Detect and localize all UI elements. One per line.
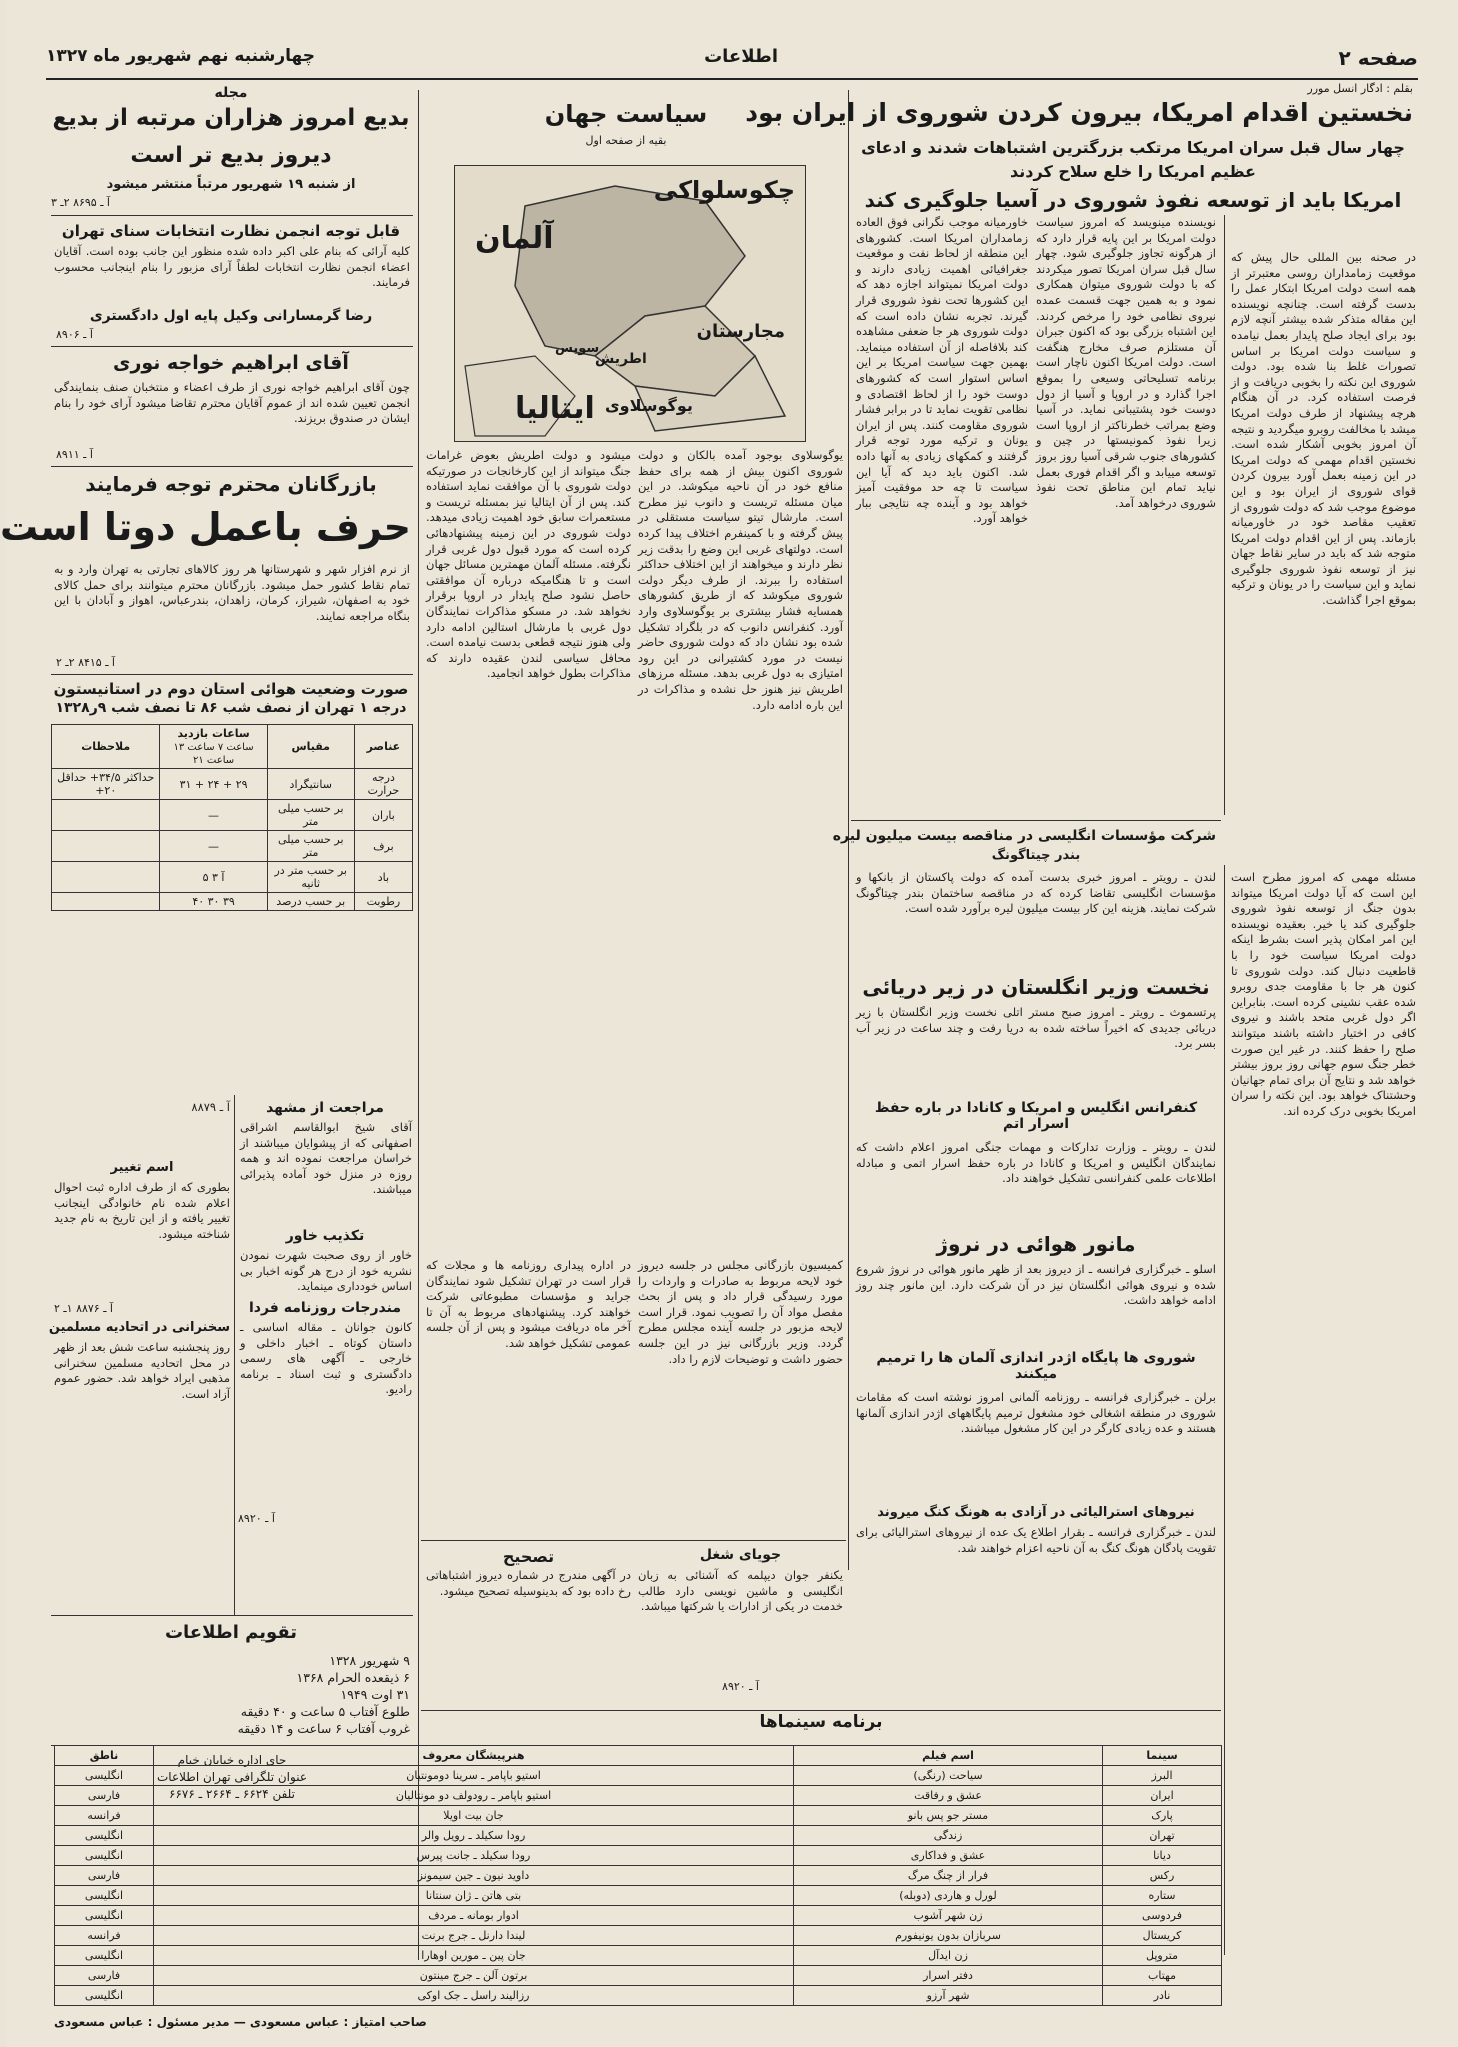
cinema-row xyxy=(55,1966,1222,1986)
column-rule xyxy=(1224,865,1225,1955)
weather-row: رطوبت بر حسب درصد ۳۹ ۳۰ ۴۰ xyxy=(52,893,413,911)
news-title: نیروهای استرالیائی در آزادی به هونگ کنگ میروند xyxy=(877,1505,1195,1520)
cinema-cell: سیاحت (رنگی) xyxy=(794,1766,1103,1786)
cinema-cell: انگلیسی xyxy=(55,1906,154,1926)
cinema-cell: بتی هاتن ـ ژان سنتانا xyxy=(154,1886,794,1906)
magazine-label: مجله xyxy=(214,85,248,101)
article-kicker: بقلم : ادگار انسل مورر xyxy=(1307,82,1413,95)
cinema-cell: داوید نیون ـ جین سیمونز xyxy=(154,1866,794,1886)
divider xyxy=(51,1615,413,1616)
ad-code: آ ـ ۸۹۰۶ xyxy=(56,328,93,341)
publisher-signature: صاحب امتیاز : عباس مسعودی — مدیر مسئول : عباس مسعودی xyxy=(54,2015,427,2029)
cinema-cell: شهر آرزو xyxy=(794,1986,1103,2006)
cinema-cell: دفتر اسرار xyxy=(794,1966,1103,1986)
cinema-header: ناطق xyxy=(55,1746,154,1766)
world-column: میشود و دولت اطریش بعوض غرامات جنگ میتواند از این کارخانجات در صورتیکه دولت شوروی با آن موافقت نماید استفاده کند. پس از آن ایتالیا نیز بمسئله تریست و مستعمرات سابق خود اهمیت زیادی میدهد. دولت شوروی در این زمینه پیشنهادهائی کرده است که مورد قبول دول غربی قرار نگرفته. مسئله آلمان مهمترین مسائل جهان است و تا هنگامیکه درباره آن موافقتی حاصل نشود صلح پایدار در اروپا برقرار نخواهد شد. در مسکو مذاکرات نمایندگان دول غربی با مارشال استالین ادامه دارد ولی هنوز نتیجه قطعی بدست نیامده است. محافل سیاسی لندن عقیده دارند که مذاکرات بطول خواهد انجامید. xyxy=(426,448,631,681)
news-body: پرتسموث ـ رویتر ـ امروز صبح مستر اتلی نخست وزیر انگلستان با زیر دریائی جدیدی که اخیراً ساخته شده به دریا رفت و چند ساعت در زیر آب بسر برد. xyxy=(856,1005,1216,1051)
cinema-cell: زندگی xyxy=(794,1826,1103,1846)
cinema-row xyxy=(55,1986,1222,2006)
article-column: مسئله مهمی که امروز مطرح است این است که آیا دولت امریکا میتواند بدون جنگ از توسعه نفوذ شوروی جلوگیری کند یا خیر. بعقیده نویسنده این امر امکان پذیر است بشرط اینکه دولت امریکا سیاست خود را با قاطعیت دنبال کند. دولت شوروی تا کنون هر جا با مقاومت جدی روبرو شده عقب نشینی کرده است. بنابراین اگر دول غربی متحد باشند و نیروی کافی در اختیار داشته باشند میتوانند صلح را حفظ کنند. در غیر این صورت خطر جنگ سوم جهانی روز بروز بیشتر خواهد شد و نتایج آن برای تمام جهانیان وحشتناک خواهد بود. این نکته را سران امریکا بخوبی درک کرده اند. xyxy=(1231,870,1416,1118)
cinema-cell: عشق و رفاقت xyxy=(794,1786,1103,1806)
small-ad-body: آقای شیخ ابوالقاسم اشراقی اصفهانی که از پیشوایان میباشند از خراسان مراجعت نموده اند و همه روزه در منزل خود آماده پذیرائی میباشند. xyxy=(240,1120,412,1197)
cinema-cell: انگلیسی xyxy=(55,1846,154,1866)
small-ad-title: مندرجات روزنامه فردا xyxy=(248,1300,402,1316)
cinema-cell: رزالیند راسل ـ جک اوکی xyxy=(154,1986,794,2006)
news-title: شرکت مؤسسات انگلیسی در مناقصه بیست میلیون لیره xyxy=(832,828,1216,844)
ad-code: آ ـ ۸۸۷۶ ۱ـ ۲ xyxy=(54,1302,113,1315)
world-column: یوگوسلاوی بوجود آمده بالکان و دولت شوروی اکنون بیش از همه برای حفظ منافع خود در آن ناحیه میکوشد. در این میان مسئله تریست و دانوب نیز مطرح است. مارشال تیتو سیاست مستقلی در پیش گرفته و با کمینفرم اختلاف پیدا کرده است. دولتهای غربی این وضع را بدقت زیر نظر دارند و میخواهند از این اختلاف حداکثر استفاده را ببرند. از طرف دیگر دولت شوروی میکوشد که از طریق کشورهای همسایه فشار بیشتری بر یوگوسلاوی وارد آورد. کنفرانس دانوب که در بلگراد تشکیل شده بود نشان داد که دولت شوروی حاضر نیست در مورد کشتیرانی در این رود امتیازی به دول غربی بدهد. مسئله مرزهای اطریش نیز هنوز حل نشده و مذاکرات در این باره ادامه دارد. xyxy=(638,448,843,712)
weather-subtitle: درجه ۱ تهران از نصف شب ۸۶ تا نصف شب ۹ر۱۳۲۸ xyxy=(55,700,407,716)
cinema-row xyxy=(55,1846,1222,1866)
weather-header: ساعات بازدید ساعت ۷ ساعت ۱۳ ساعت ۲۱ xyxy=(160,725,267,769)
ad-body: از نرم افزار شهر و شهرستانها هر روز کالاهای تجارتی به تهران وارد و به تمام نقاط کشور حمل میشود. بازرگانان محترم میتوانند برای حمل کالای خود به اصفهان، شیراز، کرمان، زاهدان، بندرعباس، اهواز و آبادان با این بنگاه مراجعه نمایند. xyxy=(54,562,410,623)
calendar-title: تقویم اطلاعات xyxy=(164,1622,298,1643)
cinema-cell: زن شهر آشوب xyxy=(794,1906,1103,1926)
cinema-row xyxy=(55,1766,1222,1786)
cinema-cell: ایران xyxy=(1103,1786,1222,1806)
divider xyxy=(851,820,1221,821)
cinema-cell: جان پین ـ مورین اوهارا xyxy=(154,1946,794,1966)
weather-header: مقیاس xyxy=(267,725,354,769)
column-rule xyxy=(418,90,419,1960)
cinema-cell: ستاره xyxy=(1103,1886,1222,1906)
cinema-cell: مستر جو پس بانو xyxy=(794,1806,1103,1826)
main-subhead: امریکا باید از توسعه نفوذ شوروی در آسیا جلوگیری کند xyxy=(864,188,1402,212)
cinema-cell: استیو باپامر ـ رودولف دو مونتالیان xyxy=(154,1786,794,1806)
divider xyxy=(51,346,413,347)
cinema-row xyxy=(55,1886,1222,1906)
cinema-cell: البرز xyxy=(1103,1766,1222,1786)
section-caption: بقیه از صفحه اول xyxy=(585,134,667,147)
small-ad-title: مراجعت از مشهد xyxy=(266,1100,384,1116)
divider xyxy=(421,1540,846,1541)
cinema-row xyxy=(55,1826,1222,1846)
cinema-cell: فرانسه xyxy=(55,1926,154,1946)
small-ad-title: اسم تغییر xyxy=(110,1160,174,1175)
cinema-cell: تهران xyxy=(1103,1826,1222,1846)
ad-body: یکنفر جوان دیپلمه که آشنائی به زبان انگلیسی و ماشین نویسی دارد طالب خدمت در یکی از ادارات یا شرکتها میباشد. xyxy=(638,1568,843,1614)
weather-row: باران بر حسب میلی متر — xyxy=(52,800,413,831)
cinema-cell: نادر xyxy=(1103,1986,1222,2006)
news-title: مانور هوائی در نروژ xyxy=(936,1232,1136,1256)
cinema-cell: مهتاب xyxy=(1103,1966,1222,1986)
cinema-cell: فارسی xyxy=(55,1866,154,1886)
weather-row: درجه حرارت سانتیگراد ۲۹ + ۲۴ + ۳۱ حداکثر ۳۴/۵+ حداقل ۲۰+ xyxy=(52,769,413,800)
news-title: کنفرانس انگلیس و امریکا و کانادا در باره حفظ اسرار اتم xyxy=(874,1100,1198,1132)
cinema-cell: لیندا دارنل ـ جرج برنت xyxy=(154,1926,794,1946)
cinema-cell: فردوسی xyxy=(1103,1906,1222,1926)
cinema-cell: فرانسه xyxy=(55,1806,154,1826)
cinema-cell: رودا سکیلد ـ رویل والر xyxy=(154,1826,794,1846)
cinema-cell: لورل و هاردی (دوبله) xyxy=(794,1886,1103,1906)
cinema-cell: کریستال xyxy=(1103,1926,1222,1946)
weather-row: برف بر حسب میلی متر — xyxy=(52,831,413,862)
map-figure xyxy=(454,165,806,442)
cinema-table xyxy=(54,1745,1222,2006)
cinema-cell: زن ایدآل xyxy=(794,1946,1103,1966)
page-header xyxy=(46,38,1418,80)
column-rule xyxy=(1224,215,1225,815)
cinema-header: اسم فیلم xyxy=(794,1746,1103,1766)
map-label: یوگوسلاوی xyxy=(605,396,693,415)
cinema-row xyxy=(55,1786,1222,1806)
small-ad-title: سخنرانی در اتحادیه مسلمین xyxy=(48,1320,230,1335)
news-body: لندن ـ خبرگزاری فرانسه ـ بقرار اطلاع یک عده از نیروهای استرالیائی برای تقویت پادگان هونگ کنگ به آن ناحیه اعزام خواهند شد. xyxy=(856,1525,1216,1555)
ad-body: در آگهی مندرج در شماره دیروز اشتباهاتی رخ داده بود که بدینوسیله تصحیح میشود. xyxy=(426,1568,631,1598)
small-ad-body: روز پنجشنبه ساعت شش بعد از ظهر در محل اتحادیه مسلمین سخنرانی مذهبی ایراد خواهد شد. حضور عموم آزاد است. xyxy=(54,1340,230,1401)
ad-code: آ ـ ۸۹۲۰ xyxy=(722,1680,759,1693)
ad-title: تصحیح xyxy=(502,1547,555,1566)
ad-body: چون آقای ابراهیم خواجه نوری از طرف اعضاء و منتخبان صنف بنمایندگی انجمن تعیین شده اند از عموم آقایان محترم تقاضا میشود آرای خود را بنام ایشان در صندوق بریزند. xyxy=(54,380,410,426)
weather-row: باد بر حسب متر در ثانیه آ ۳ ۵ xyxy=(52,862,413,893)
cinema-cell: انگلیسی xyxy=(55,1766,154,1786)
cinema-cell: انگلیسی xyxy=(55,1886,154,1906)
ad-code: آ ـ ۸۹۲۰ xyxy=(238,1512,275,1525)
cinema-header: هنرپیشگان معروف xyxy=(154,1746,794,1766)
map-label: آلمان xyxy=(475,221,554,256)
cinema-row xyxy=(55,1946,1222,1966)
ad-title: جویای شغل xyxy=(699,1547,782,1563)
cinema-cell: پارک xyxy=(1103,1806,1222,1826)
cinema-header: سینما xyxy=(1103,1746,1222,1766)
cinema-title: برنامه سینماها xyxy=(759,1712,883,1732)
center-column-bottom: کمیسیون بازرگانی مجلس در جلسه دیروز خود لایحه مربوط به صادرات و واردات را مورد رسیدگی قرار داد و پس از بحث مفصل مواد آن را تصویب نمود. قرار است لایحه مزبور در جلسه آینده مجلس مطرح گردد. وزیر بازرگانی نیز در این جلسه حضور داشت و توضیحات لازم را داد. xyxy=(638,1258,843,1366)
section-title: سیاست جهان xyxy=(544,100,708,128)
news-body: اسلو ـ خبرگزاری فرانسه ـ از دیروز بعد از ظهر مانور هوائی در نروژ شروع شده و نیروی هوائی انگلستان نیز در آن شرکت دارد. این مانور چند روز ادامه خواهد داشت. xyxy=(856,1262,1216,1308)
cinema-cell: ادوار بومانه ـ مردف xyxy=(154,1906,794,1926)
ad-code: آ ـ ۸۶۹۵ ۲ـ ۳ xyxy=(51,196,110,209)
divider xyxy=(51,466,413,467)
cinema-cell: انگلیسی xyxy=(55,1946,154,1966)
news-subtitle: بندر چیتاگونگ xyxy=(991,848,1081,863)
map-label: چکوسلواکی xyxy=(653,176,795,204)
cinema-cell: عشق و فداکاری xyxy=(794,1846,1103,1866)
map-label: اطریش xyxy=(595,351,647,367)
article-column: در صحنه بین المللی حال پیش که موقعیت زمامداران روسی معتبرتر از همه است دولت امریکا ابتکار عمل را بدست گرفته است. چنانچه نویسنده این مقاله متذکر شده بیشتر آنچه لازم بود برای ایجاد صلح پایدار بعمل نیامده و سیاست دولت امریکا بر اساس تصورات غلط بنا شده بود. دولت شوروی این نکته را بخوبی دریافت و از فرصت استفاده کرد. در آن هنگام هرچه پیشنهاد از طرف دولت امریکا میشد با مخالفت روبرو میگردید و نتیجه آن امروز بخوبی آشکار شده است. نخستین اقدام مهمی که دولت امریکا در این زمینه بعمل آورد بیرون کردن قوای شوروی از ایران بود و این موضوع موجب شد که دولت شوروی از تعقیب مقاصد خود در خاورمیانه بازماند. پس از این اقدام دولت امریکا متوجه شد که باید در سایر نقاط جهان نیز از توسعه نفوذ شوروی جلوگیری نماید و این سیاست را در یونان و ترکیه بموقع اجرا گذاشت. xyxy=(1231,250,1416,608)
small-ad-title: تکذیب خاور xyxy=(285,1228,365,1244)
cinema-cell: برتون آلن ـ جرج مینتون xyxy=(154,1966,794,1986)
weather-table xyxy=(51,724,413,911)
ad-subheadline: دیروز بدیع تر است xyxy=(130,143,332,168)
cinema-row xyxy=(55,1906,1222,1926)
column-rule xyxy=(234,1095,235,1615)
notice-title: قابل توجه انجمن نظارت انتخابات سنای تهران xyxy=(61,222,401,240)
cinema-cell: متروپل xyxy=(1103,1946,1222,1966)
article-column: نویسنده مینویسد که امروز سیاست دولت امریکا بر این پایه قرار دارد که از هرگونه تجاوز جلوگیری شود. چهار سال قبل سران امریکا تصور میکردند که با دولت شوروی میتوان همکاری نمود و به همین جهت قسمت عمده نیروی نظامی خود را مرخص کردند. این اشتباه بزرگی بود که اکنون جبران آن مستلزم صرف مخارج هنگفت است. دولت امریکا اکنون ناچار است برنامه تسلیحاتی وسیعی را بموقع اجرا گذارد و در اروپا و آسیا از دول دوست خود پشتیبانی نماید. در آسیا وضع بمراتب خطرناکتر از اروپا است زیرا نفوذ کمونیستها در چین و کشورهای جنوب شرقی آسیا روز بروز توسعه مییابد و اگر اقدام فوری بعمل نیاید تمام این مناطق تحت نفوذ شوروی درخواهد آمد. xyxy=(1036,215,1216,510)
ad-headline: بدیع امروز هزاران مرتبه از بدیع xyxy=(52,105,410,131)
ad-code: آ ـ ۸۹۱۱ xyxy=(56,448,93,461)
news-body: لندن ـ رویتر ـ وزارت تدارکات و مهمات جنگی امروز اعلام داشت که نمایندگان انگلیس و امریکا و کانادا در باره حفظ اسرار اتمی و مبادله اطلاعات علمی کنفرانسی تشکیل خواهند داد. xyxy=(856,1140,1216,1186)
cinema-cell: فرار از چنگ مرگ xyxy=(794,1866,1103,1886)
paper-name: اطلاعات xyxy=(704,46,778,67)
page-number: صفحه ۲ xyxy=(1338,46,1418,70)
divider xyxy=(421,1710,1221,1711)
main-subtitle: عظیم امریکا را خلع سلاح کردند xyxy=(1010,162,1256,181)
divider xyxy=(51,215,413,216)
news-title: نخست وزیر انگلستان در زیر دریائی xyxy=(862,975,1210,999)
cinema-cell: سربازان بدون یونیفورم xyxy=(794,1926,1103,1946)
cinema-cell: استیو باپامر ـ سرینا دومونتیان xyxy=(154,1766,794,1786)
ad-slogan: حرف باعمل دوتا است xyxy=(0,505,411,549)
cinema-cell: فارسی xyxy=(55,1786,154,1806)
cinema-row xyxy=(55,1926,1222,1946)
weather-header: ملاحظات xyxy=(52,725,160,769)
article-column: خاورمیانه موجب نگرانی فوق العاده زمامداران امریکا است. کشورهای این منطقه از لحاظ نفت و موقعیت جغرافیائی اهمیت زیادی دارند و دولت امریکا نمیتواند اجازه دهد که این کشورها تحت نفوذ شوروی قرار گیرند. تجربه نشان داده است که دولت شوروی هر جا ضعفی مشاهده کند بلافاصله از آن استفاده مینماید. بهمین جهت سیاست امریکا بر این اساس استوار است که کشورهای دوست خود را از لحاظ اقتصادی و نظامی تقویت نماید تا در برابر فشار شوروی مقاومت کنند. پس از ایران یونان و ترکیه مورد توجه قرار گرفتند و کمکهای زیادی به آنها داده شد. اکنون باید دید که آیا این سیاست تا چه حد موفقیت آمیز خواهد بود و آینده چه نتایجی ببار خواهد آورد. xyxy=(856,215,1028,526)
cinema-cell: رکس xyxy=(1103,1866,1222,1886)
notice-body: کلیه آرائی که بنام علی اکبر داده شده منظور این جانب بوده است. آقایان اعضاء انجمن نظارت انتخابات لطفاً آرای مزبور را بنام اینجانب محسوب فرمایند. xyxy=(54,244,410,290)
main-headline: نخستین اقدام امریکا، بیرون کردن شوروی از ایران بود xyxy=(745,98,1413,127)
weather-title: صورت وضعیت هوائی استان دوم در استانیستون xyxy=(53,680,409,698)
map-label: سویس xyxy=(555,341,600,356)
ad-date: از شنبه ۱۹ شهریور مرتباً منتشر میشود xyxy=(106,177,356,192)
cinema-cell: جان بیت اویلا xyxy=(154,1806,794,1826)
news-body: برلن ـ خبرگزاری فرانسه ـ روزنامه آلمانی امروز نوشته است که مقامات شوروی در منطقه اشغالی خود مشغول ترمیم پایگاههای اژدر اندازی آلمانها هستند و عده زیادی کارگر در این کار مشغول میباشند. xyxy=(856,1390,1216,1436)
center-column-bottom: در اداره پیداری روزنامه ها و مجلات که قرار است در تهران تشکیل شود نمایندگان جراید و مؤسسات مطبوعاتی شرکت خواهند کرد. پیشنهادهای مربوط به آن تا آخر ماه دریافت میشود و پس از آن جلسه عمومی تشکیل خواهد شد. xyxy=(426,1258,631,1350)
office-info: جای اداره خیابان خیام عنوان تلگرافی تهران اطلاعات تلفن ۶۶۲۴ ـ ۲۶۶۴ ـ ۶۶۷۶ xyxy=(157,1753,307,1801)
calendar-lines: ۹ شهریور ۱۳۲۸ ۶ ذیقعده الحرام ۱۳۶۸ ۳۱ اوت ۱۹۴۹ طلوع آفتاب ۵ ساعت و ۴۰ دقیقه غروب آفتاب ۶ ساعت و ۱۴ دقیقه xyxy=(237,1653,410,1736)
notice-signature: رضا گرمسارانی وکیل پایه اول دادگستری xyxy=(89,308,373,324)
cinema-cell: انگلیسی xyxy=(55,1986,154,2006)
cinema-row xyxy=(55,1806,1222,1826)
news-title: شوروی ها پایگاه اژدر اندازی آلمان ها را ترمیم میکنند xyxy=(876,1350,1196,1382)
small-ad-body: آ ـ ۸۸۷۹ xyxy=(191,1100,230,1114)
map-label: ایتالیا xyxy=(515,391,595,426)
ad-code: آ ـ ۸۴۱۵ ۲ـ ۲ xyxy=(56,656,115,669)
cinema-cell: دیانا xyxy=(1103,1846,1222,1866)
weather-header: عناصر xyxy=(354,725,412,769)
issue-date: چهارشنبه نهم شهریور ماه ۱۳۲۷ xyxy=(46,46,315,66)
small-ad-body: بطوری که از طرف اداره ثبت احوال اعلام شده نام خانوادگی اینجانب تغییر یافته و از این تاریخ به نام جدید شناخته میشود. xyxy=(54,1180,230,1241)
cinema-cell: رودا سکیلد ـ جانت پیرس xyxy=(154,1846,794,1866)
main-subtitle: چهار سال قبل سران امریکا مرتکب بزرگترین اشتباهات شدند و ادعای xyxy=(861,138,1405,157)
cinema-row xyxy=(55,1866,1222,1886)
cinema-cell: فارسی xyxy=(55,1966,154,1986)
ad-title: آقای ابراهیم خواجه نوری xyxy=(113,352,349,374)
small-ad-body: خاور از روی صحبت شهرت نمودن نشریه خود از درج هر گونه اخبار بی اساس خودداری مینماید. xyxy=(240,1248,412,1294)
ad-title: بازرگانان محترم توجه فرمایند xyxy=(85,472,377,496)
divider xyxy=(51,674,413,675)
map-label: مجارستان xyxy=(696,321,785,342)
small-ad-body: کانون جوانان ـ مقاله اساسی ـ داستان کوتاه ـ اخبار داخلی و خارجی ـ آگهی های رسمی دادگستری و ثبت اسناد ـ برنامه رادیو. xyxy=(240,1320,412,1397)
cinema-cell: انگلیسی xyxy=(55,1826,154,1846)
news-body: لندن ـ رویتر ـ امروز خبری بدست آمده که دولت پاکستان از بانکها و مؤسسات انگلیسی تقاضا کرده که در مناقصه ساختمان بندر چیتاگونگ شرکت نمایند. هزینه این کار بیست میلیون لیره برآورد شده است. xyxy=(856,870,1216,916)
